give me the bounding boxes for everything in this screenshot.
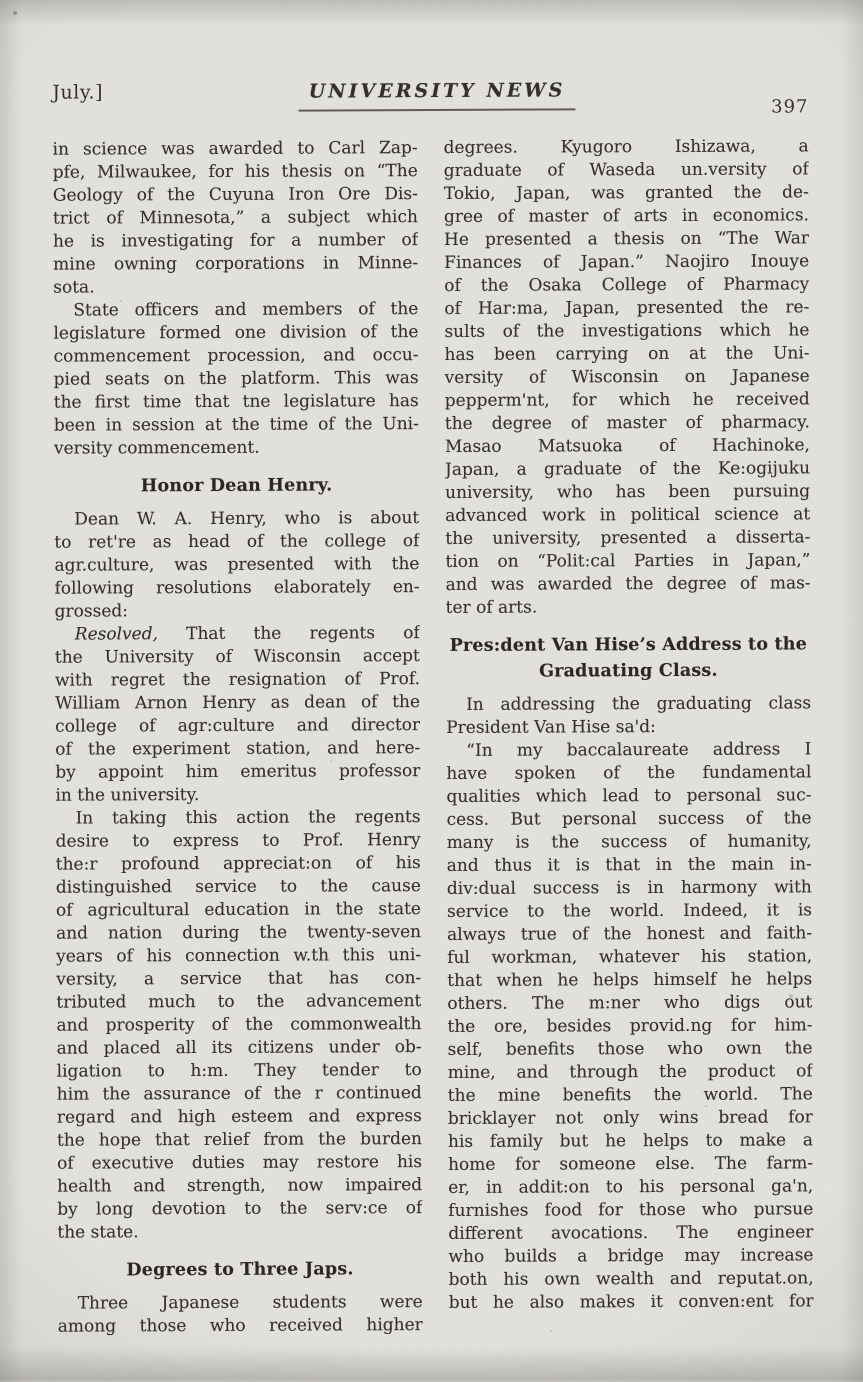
text-line: Three Japanese students were <box>77 1292 423 1314</box>
paragraph <box>54 507 419 624</box>
text-line: in the university. <box>55 785 200 806</box>
text-line: been in session at the time of the Uni- <box>53 414 419 436</box>
text-line: health and strength, now impaired <box>57 1175 423 1197</box>
paragraph <box>446 692 811 740</box>
text-line: er, in addit:on to his personal ga'n, <box>448 1176 814 1198</box>
text-line: others. The m:ner who digs out <box>447 992 813 1014</box>
two-column-body <box>0 117 863 1339</box>
text-line: has been carrying on at the Uni- <box>444 343 810 365</box>
text-line: div:dual success is in harmony with <box>446 877 812 899</box>
heading-line: Degrees to Three Japs. <box>126 1259 354 1281</box>
text-line: qualities which lead to personal suc- <box>446 785 812 807</box>
text-line: Masao Matsuoka of Hachinoke, <box>444 435 810 457</box>
text-line: versity of Wisconsin on Japanese <box>444 366 810 388</box>
running-header <box>0 0 861 121</box>
paragraph <box>55 622 421 808</box>
text-line: degrees. Kyugoro Ishizawa, a <box>443 136 809 158</box>
text-line: Resolved, That the regents of <box>74 623 420 645</box>
text-line: who builds a bridge may increase <box>448 1245 814 1267</box>
paragraph <box>58 1291 423 1339</box>
text-line: that when he helps himself he helps <box>447 969 813 991</box>
text-line: regard and high esteem and express <box>56 1106 422 1128</box>
text-line: the degree of master of pharmacy. <box>444 412 810 434</box>
text-line: and prosperity of the commonwealth <box>56 1014 422 1036</box>
text-line: the mine benefits the world. The <box>447 1084 813 1106</box>
text-line: versity, a service that has con- <box>56 968 422 990</box>
text-line: college of agr:culture and director <box>55 715 421 737</box>
heading-line: Honor Dean Henry. <box>140 475 333 497</box>
text-line: “In my baccalaureate address I <box>466 739 812 761</box>
text-line: Japan, a graduate of the Ke:ogijuku <box>444 458 811 480</box>
paragraph <box>444 135 811 620</box>
text-line: pepperm'nt, for which he received <box>444 389 810 411</box>
text-line: agr.culture, was presented with the <box>54 554 420 576</box>
italic-lead: Resolved, <box>74 624 159 645</box>
paragraph <box>53 298 419 461</box>
heading-line: Pres:dent Van Hise’s Address to the <box>449 634 808 656</box>
page-number: 397 <box>771 96 809 118</box>
text-line: trict of Minnesota,” a subject which <box>52 207 418 229</box>
text-line: by long devotion to the serv:ce of <box>57 1198 423 1220</box>
text-line: ligation to h:m. They tender to <box>56 1060 422 1082</box>
text-line: the first time that tne legislature has <box>53 391 419 413</box>
text-line: by appoint him emeritus professor <box>55 761 421 783</box>
section-heading <box>57 1256 422 1284</box>
text-line: Dean W. A. Henry, who is about <box>74 508 420 530</box>
section-heading <box>446 631 811 685</box>
text-line: President Van Hise sa'd: <box>446 717 656 738</box>
text-line: with regret the resignation of Prof. <box>54 669 420 691</box>
section-heading <box>54 472 419 500</box>
text-line: of the Osaka College of Pharmacy <box>444 274 810 296</box>
text-line: the University of Wisconsin accept <box>54 646 420 668</box>
text-line: service to the world. Indeed, it is <box>446 900 813 922</box>
text-line: ter of arts. <box>445 597 538 618</box>
text-line: he is investigating for a number of <box>52 230 419 252</box>
text-line: have spoken of the fundamental <box>446 762 812 784</box>
text-line: university, who has been pursuing <box>445 481 811 503</box>
text-line: of agricultural education in the state <box>55 899 421 921</box>
text-line: distinguished service to the cause <box>55 876 421 898</box>
text-line: the state. <box>57 1222 139 1243</box>
text-line: tion on “Polit:cal Parties in Japan,” <box>445 550 811 572</box>
text-line: him the assurance of the r continued <box>56 1083 422 1105</box>
text-line: graduate of Waseda un.versity of <box>443 159 809 181</box>
text-line: mine owning corporations in Minne- <box>53 253 419 275</box>
text-line: commencement procession, and occu- <box>53 345 419 367</box>
text-line: but he also makes it conven:ent for <box>448 1291 814 1313</box>
heading-line: Graduating Class. <box>539 660 718 682</box>
text-line: cess. But personal success of the <box>446 808 812 830</box>
text-line: grossed: <box>54 601 129 622</box>
text-line: always true of the honest and faith- <box>447 923 813 945</box>
text-line: following resolutions elaborately en- <box>54 577 420 599</box>
paragraph <box>53 137 419 300</box>
text-line: and placed all its citizens under ob- <box>56 1037 422 1059</box>
text-line: ful workman, whatever his station, <box>447 946 813 968</box>
text-line: sota. <box>53 277 95 298</box>
text-line: gree of master of arts in economics. <box>443 205 809 227</box>
text-line: of Har:ma, Japan, presented the re- <box>444 297 810 319</box>
text-line: sults of the investigations which he <box>444 320 810 342</box>
text-line: the ore, besides provid.ng for him- <box>447 1015 813 1037</box>
text-line: furnishes food for those who pursue <box>448 1199 814 1221</box>
text-line: in science was awarded to Carl Zap- <box>52 138 418 160</box>
text-line: many is the success of humanity, <box>446 831 812 853</box>
text-line: and nation during the twenty-seven <box>56 922 422 944</box>
text-line: to ret're as head of the college of <box>54 531 420 553</box>
paragraph <box>446 738 814 1315</box>
text-line: Finances of Japan.” Naojiro Inouye <box>444 251 810 273</box>
text-line: State officers and members of the <box>73 299 419 321</box>
paragraph <box>56 806 423 1245</box>
text-line: and thus it is that in the main in- <box>446 854 812 876</box>
journal-title-wrap <box>103 79 771 113</box>
text-line: the hope that relief from the burden <box>56 1129 423 1151</box>
text-line: He presented a thesis on “The War <box>443 228 810 250</box>
text-line: home for someone else. The farm- <box>448 1153 814 1175</box>
right-column <box>444 135 814 1337</box>
journal-title: UNIVERSITY NEWS <box>299 79 576 111</box>
text-line: tributed much to the advancement <box>56 991 422 1013</box>
text-line: bricklayer not only wins bread for <box>447 1107 813 1129</box>
text-line: the university, presented a disserta- <box>445 527 811 549</box>
text-line: his family but he helps to make a <box>447 1130 814 1152</box>
text-line: Geology of the Cuyuna Iron Ore Dis- <box>52 184 418 206</box>
text-line: Tokio, Japan, was granted the de- <box>443 182 809 204</box>
text-line: advanced work in political science at <box>445 504 811 526</box>
text-line: legislature formed one division of the <box>53 322 419 344</box>
text-line: pfe, Milwaukee, for his thesis on “The <box>52 161 418 183</box>
text-line: both his own wealth and reputat.on, <box>448 1268 814 1290</box>
text-line: years of his connection w.th this uni- <box>56 945 422 967</box>
text-line: desire to express to Prof. Henry <box>55 830 421 852</box>
text-line: pied seats on the platform. This was <box>53 368 419 390</box>
text-line: In taking this action the regents <box>75 807 421 829</box>
text-line: among those who received higher <box>57 1315 423 1337</box>
text-line: mine, and through the product of <box>447 1061 813 1083</box>
text-line: versity commencement. <box>53 437 260 459</box>
text-line: self, benefits those who own the <box>447 1038 813 1060</box>
text-line: William Arnon Henry as dean of the <box>55 692 421 714</box>
text-line: different avocations. The engineer <box>448 1222 814 1244</box>
text-line: of executive duties may restore his <box>57 1152 423 1174</box>
text-line: and was awarded the degree of mas- <box>445 573 811 595</box>
text-line: of the experiment station, and here- <box>55 738 421 760</box>
text-line: the:r profound appreciat:on of his <box>55 853 421 875</box>
left-column <box>53 137 423 1339</box>
text-line: In addressing the graduating class <box>466 693 812 715</box>
issue-label: July.] <box>52 81 104 104</box>
